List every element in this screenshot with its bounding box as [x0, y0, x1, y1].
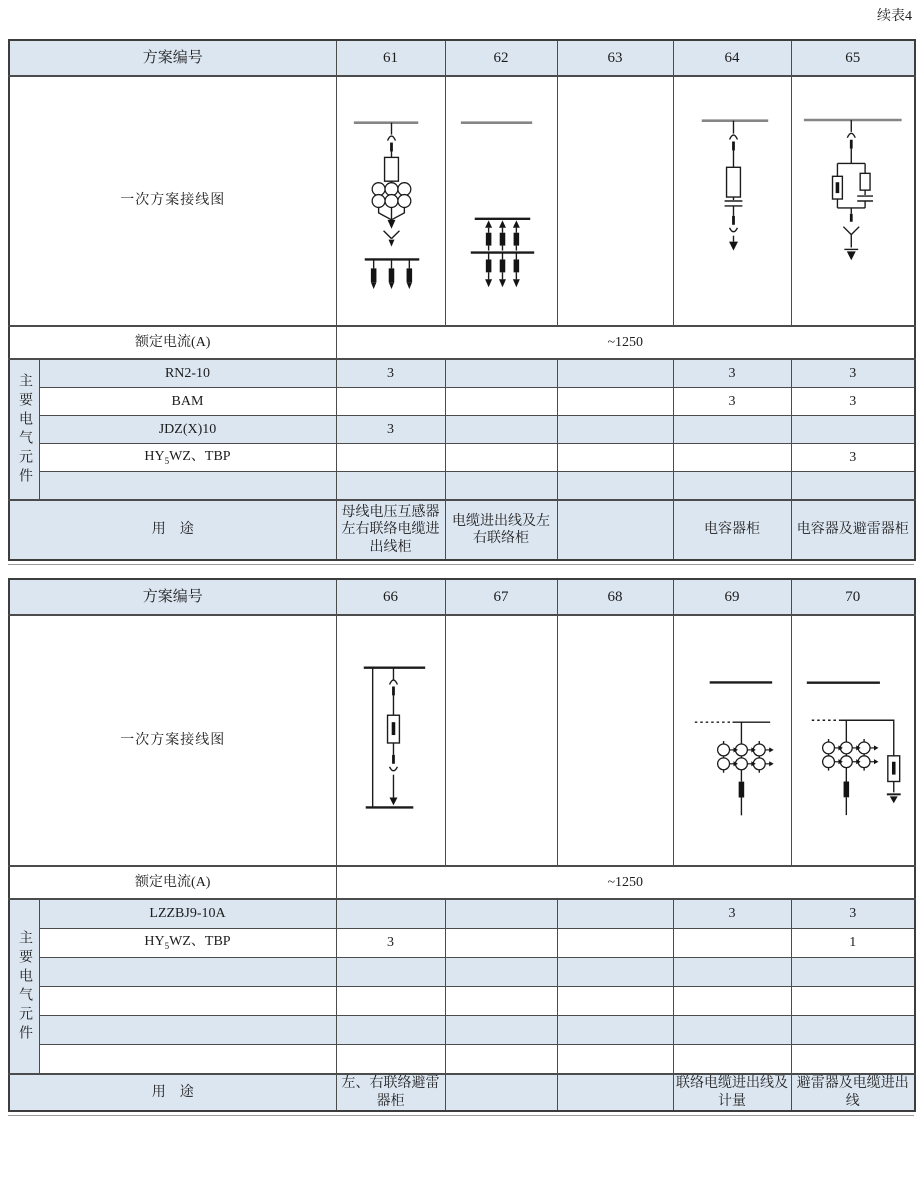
component-qty	[336, 958, 445, 987]
component-qty	[673, 1045, 791, 1075]
component-qty	[336, 472, 445, 501]
component-qty	[557, 987, 673, 1016]
component-qty	[673, 958, 791, 987]
component-row	[9, 472, 915, 501]
usage-value	[445, 1074, 557, 1111]
capacitor-cabinet-diagram	[674, 77, 791, 325]
component-row	[9, 416, 915, 444]
component-qty	[445, 899, 557, 929]
component-name: BAM	[39, 388, 336, 416]
usage-value: 左、右联络避雷器柜	[336, 1074, 445, 1111]
scheme-66-diagram-cell	[336, 615, 445, 866]
component-qty	[445, 1045, 557, 1075]
component-name: LZZBJ9-10A	[39, 899, 336, 929]
rated-current-row	[9, 326, 915, 359]
component-qty: 1	[791, 929, 915, 958]
primary-scheme-diagram-label: 一次方案接线图	[9, 615, 336, 866]
component-qty	[445, 929, 557, 958]
component-qty	[445, 359, 557, 388]
rated-current-value: ~1250	[336, 326, 915, 359]
component-qty: 3	[673, 388, 791, 416]
component-row	[9, 359, 915, 388]
component-qty	[557, 899, 673, 929]
header-row	[9, 579, 915, 615]
scheme-69-diagram-cell	[673, 615, 791, 866]
usage-value: 联络电缆进出线及计量	[673, 1074, 791, 1111]
pt-fuse-cable-feeder-diagram	[337, 77, 445, 325]
component-row	[9, 899, 915, 929]
scheme-number-label: 方案编号	[9, 40, 336, 76]
component-qty	[336, 444, 445, 472]
component-qty	[791, 472, 915, 501]
scheme-number-69: 69	[673, 579, 791, 615]
cable-in-out-diagram	[446, 77, 557, 325]
rated-current-row	[9, 866, 915, 899]
usage-row	[9, 500, 915, 560]
component-qty: 3	[791, 899, 915, 929]
component-name: $HY_5WZ$、TBP	[39, 444, 336, 472]
component-qty: 3	[673, 899, 791, 929]
component-name: $HY_5WZ$、TBP	[39, 929, 336, 958]
component-qty	[673, 416, 791, 444]
component-qty	[445, 987, 557, 1016]
component-qty	[445, 388, 557, 416]
scheme-number-label: 方案编号	[9, 579, 336, 615]
usage-value: 电容器及避雷器柜	[791, 500, 915, 560]
capacitor-arrester-diagram	[792, 77, 915, 325]
component-name	[39, 472, 336, 501]
usage-value: 避雷器及电缆进出线	[791, 1074, 915, 1111]
component-qty	[791, 1016, 915, 1045]
ct-metering-cable-diagram	[674, 616, 791, 865]
ct-arrester-cable-diagram	[792, 616, 915, 865]
component-qty	[336, 1045, 445, 1075]
component-qty: 3	[336, 359, 445, 388]
component-qty: 3	[336, 416, 445, 444]
component-qty: 3	[791, 444, 915, 472]
tie-arrester-cabinet-diagram	[337, 616, 445, 865]
usage-value: 母线电压互感器左右联络电缆进出线柜	[336, 500, 445, 560]
scheme-64-diagram-cell	[673, 76, 791, 326]
component-row	[9, 388, 915, 416]
diagram-row	[9, 615, 915, 866]
scheme-62-diagram-cell	[445, 76, 557, 326]
component-qty: 3	[673, 359, 791, 388]
scheme-number-65: 65	[791, 40, 915, 76]
components-group-label: 主要电气元件	[9, 899, 39, 1074]
scheme-table-61-65	[8, 39, 916, 561]
component-qty	[557, 388, 673, 416]
scheme-number-62: 62	[445, 40, 557, 76]
component-row	[9, 1016, 915, 1045]
component-row	[9, 987, 915, 1016]
continued-table-label: 续表4	[877, 9, 912, 24]
component-qty	[336, 987, 445, 1016]
component-name: RN2-10	[39, 359, 336, 388]
usage-value: 电缆进出线及左右联络柜	[445, 500, 557, 560]
component-qty	[336, 388, 445, 416]
component-qty: 3	[336, 929, 445, 958]
component-qty	[791, 416, 915, 444]
component-qty: 3	[791, 359, 915, 388]
diagram-row	[9, 76, 915, 326]
component-qty	[673, 987, 791, 1016]
component-qty	[336, 899, 445, 929]
component-qty	[557, 416, 673, 444]
component-qty	[445, 416, 557, 444]
scheme-number-68: 68	[557, 579, 673, 615]
scheme-70-diagram-cell	[791, 615, 915, 866]
component-qty	[791, 958, 915, 987]
scheme-63-diagram-cell	[557, 76, 673, 326]
usage-row	[9, 1074, 915, 1111]
component-name	[39, 1045, 336, 1075]
component-qty	[336, 1016, 445, 1045]
component-qty	[445, 958, 557, 987]
component-qty	[673, 444, 791, 472]
scheme-61-diagram-cell	[336, 76, 445, 326]
scheme-68-diagram-cell	[557, 615, 673, 866]
usage-value	[557, 500, 673, 560]
usage-label: 用 途	[9, 1074, 336, 1111]
component-qty	[557, 472, 673, 501]
usage-label: 用 途	[9, 500, 336, 560]
component-qty	[557, 444, 673, 472]
scheme-number-63: 63	[557, 40, 673, 76]
component-qty	[673, 1016, 791, 1045]
component-row	[9, 1045, 915, 1075]
usage-value: 电容器柜	[673, 500, 791, 560]
table-bottom-rule	[8, 1115, 914, 1116]
components-group-label: 主要电气元件	[9, 359, 39, 500]
component-qty	[791, 987, 915, 1016]
component-row	[9, 929, 915, 958]
component-qty	[557, 958, 673, 987]
scheme-number-61: 61	[336, 40, 445, 76]
component-name	[39, 1016, 336, 1045]
component-qty	[557, 929, 673, 958]
component-qty	[791, 1045, 915, 1075]
component-qty	[445, 1016, 557, 1045]
component-qty	[445, 472, 557, 501]
component-qty	[557, 1045, 673, 1075]
scheme-67-diagram-cell	[445, 615, 557, 866]
component-name: JDZ(X)10	[39, 416, 336, 444]
component-row	[9, 444, 915, 472]
scheme-65-diagram-cell	[791, 76, 915, 326]
usage-value	[557, 1074, 673, 1111]
rated-current-value: ~1250	[336, 866, 915, 899]
scheme-number-70: 70	[791, 579, 915, 615]
component-qty	[557, 1016, 673, 1045]
component-name	[39, 987, 336, 1016]
primary-scheme-diagram-label: 一次方案接线图	[9, 76, 336, 326]
component-qty: 3	[791, 388, 915, 416]
scheme-number-67: 67	[445, 579, 557, 615]
component-qty	[673, 929, 791, 958]
rated-current-label: 额定电流(A)	[9, 326, 336, 359]
component-qty	[445, 444, 557, 472]
component-qty	[673, 472, 791, 501]
component-name	[39, 958, 336, 987]
scheme-table-66-70	[8, 578, 916, 1112]
header-row	[9, 40, 915, 76]
rated-current-label: 额定电流(A)	[9, 866, 336, 899]
component-row	[9, 958, 915, 987]
component-qty	[557, 359, 673, 388]
scheme-number-64: 64	[673, 40, 791, 76]
scheme-number-66: 66	[336, 579, 445, 615]
